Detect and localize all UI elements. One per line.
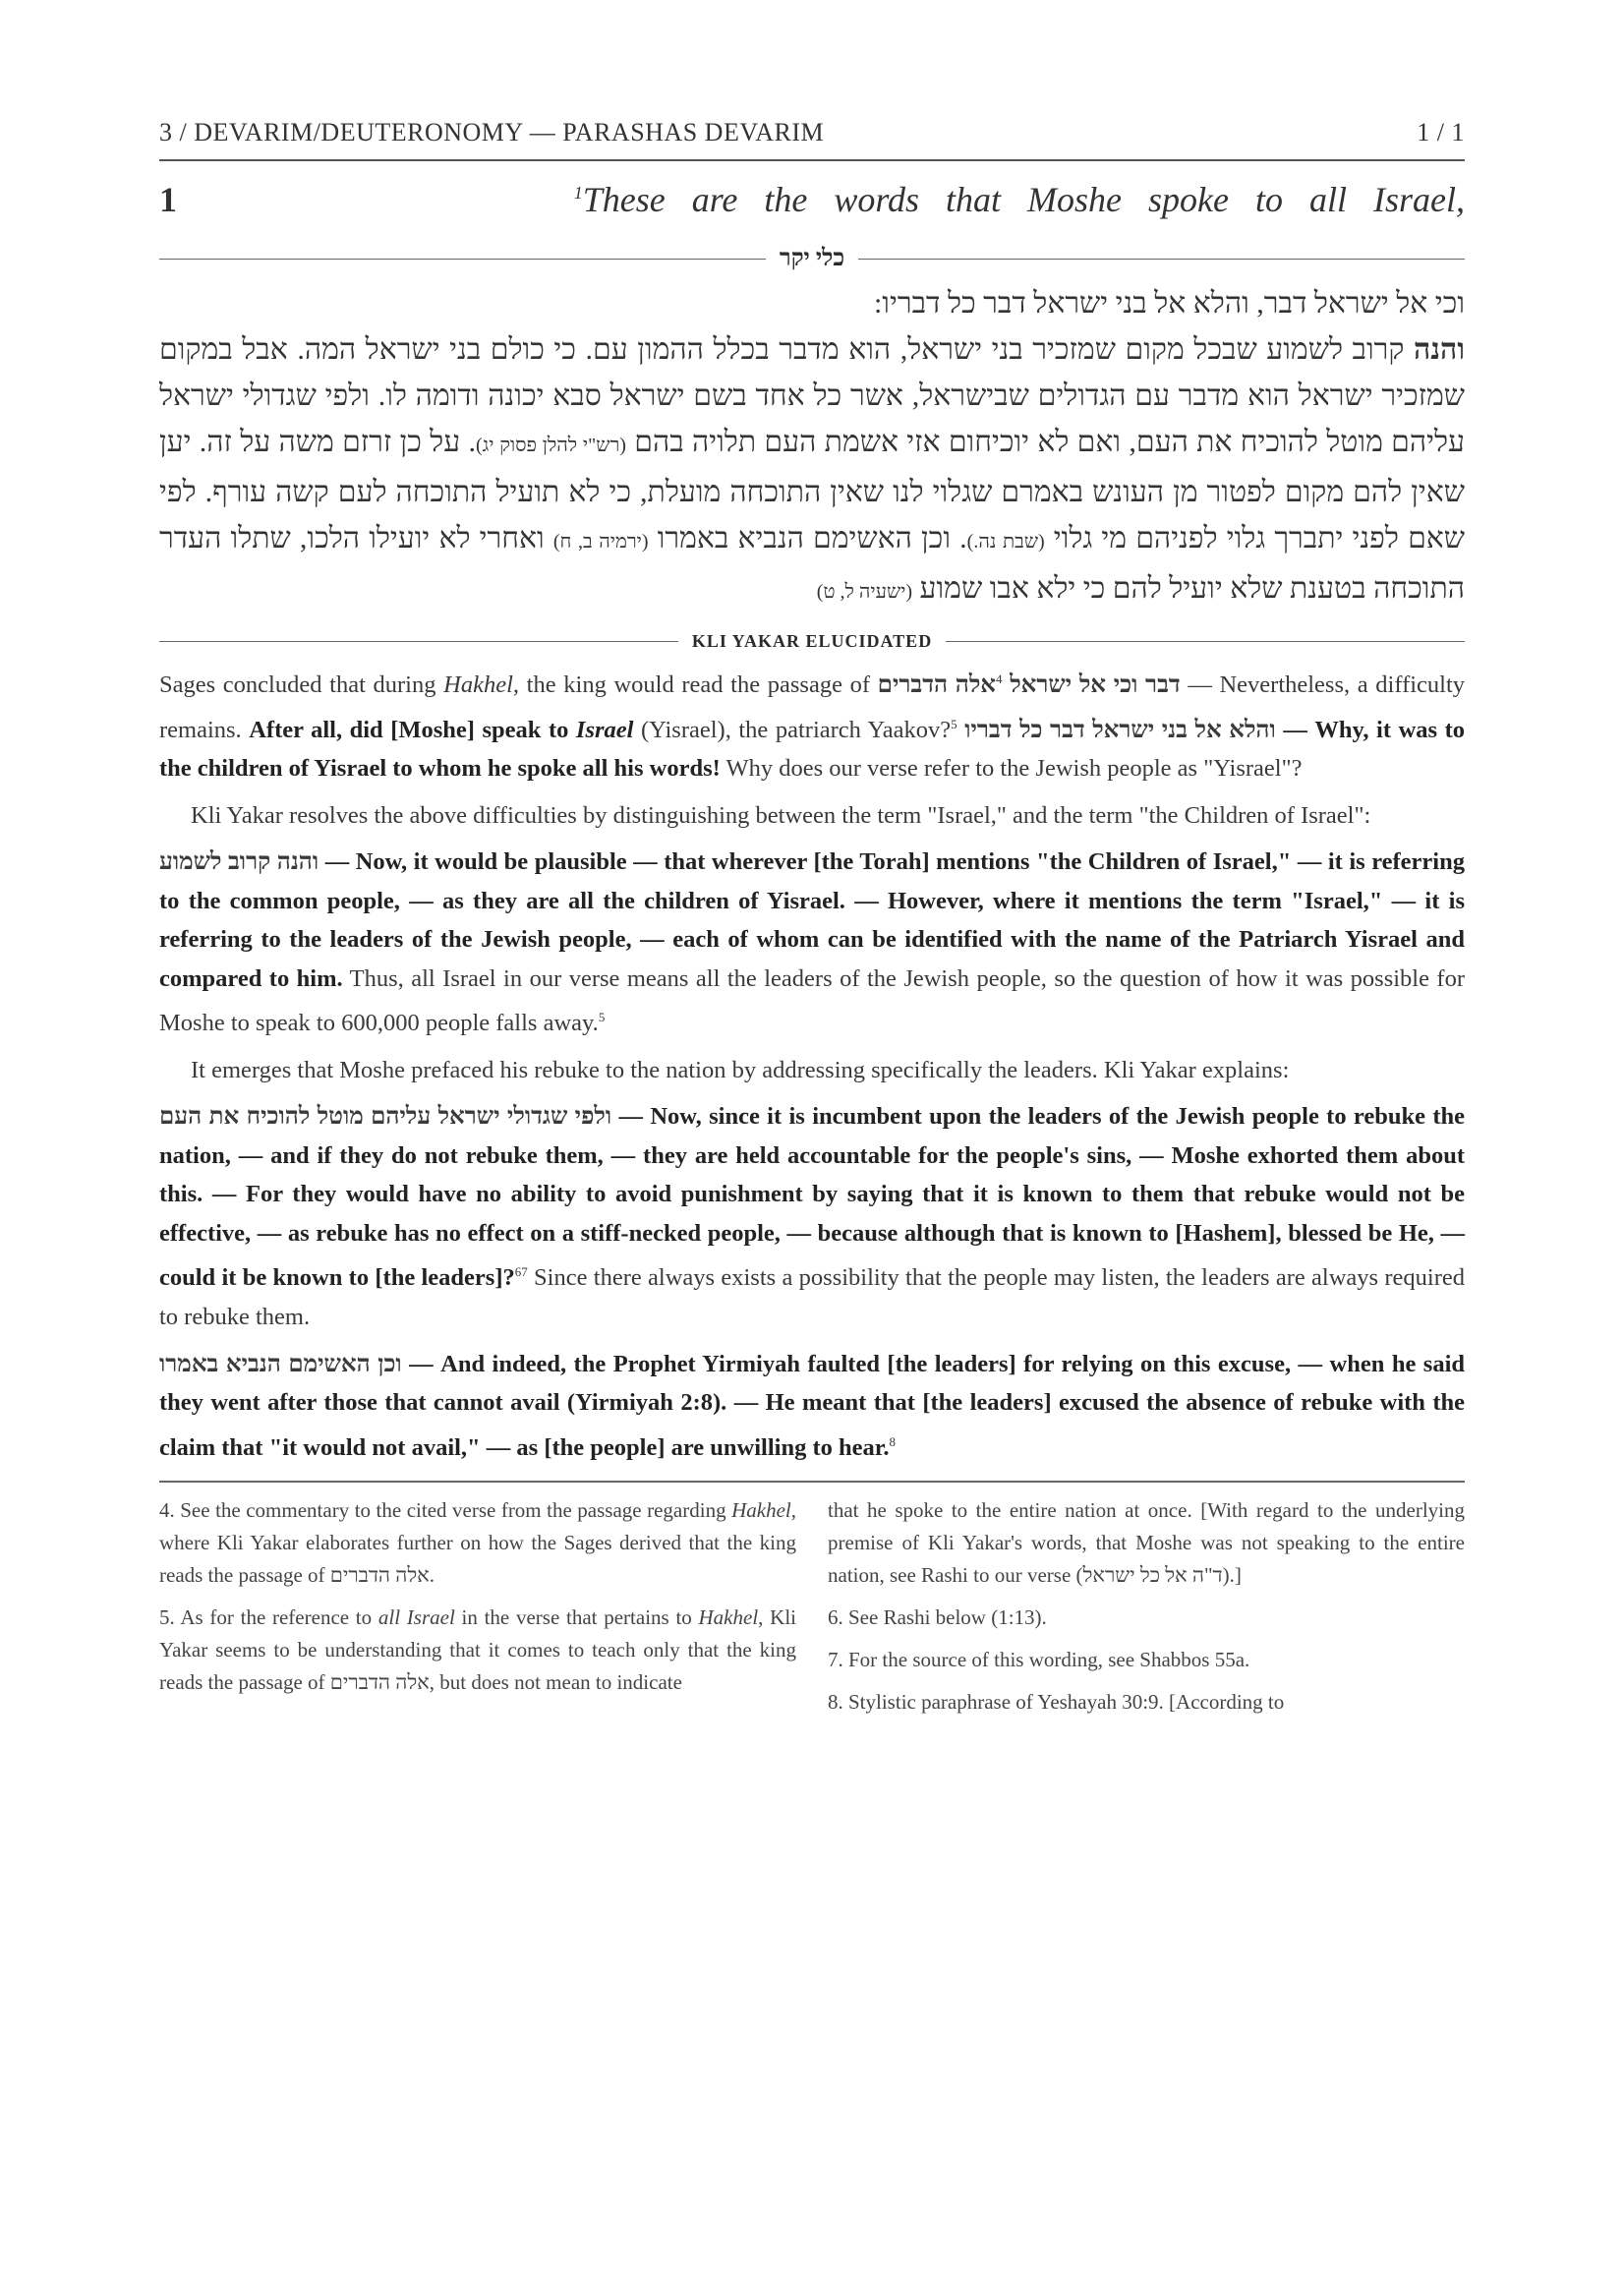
- hebrew-citation: (ישעיה ל, ט): [816, 581, 913, 603]
- text-italic: Israel: [575, 716, 634, 743]
- text-run: — Nevertheless, a difficulty remains.: [159, 671, 1466, 743]
- footnote-ref[interactable]: 7: [521, 1264, 528, 1280]
- footnote-ref[interactable]: 5: [951, 716, 957, 731]
- text-run: , where Kli Yakar elaborates further on how the Sages derived that the king reads the passage of: [159, 1498, 796, 1588]
- hebrew-paragraph: וכי אל ישראל דבר, והלא אל בני ישראל דבר כל דבריו:: [873, 287, 1465, 320]
- elucidation-paragraph: [159, 1097, 1465, 1336]
- footnote-ref[interactable]: 8: [889, 1433, 896, 1449]
- footnote-8: 8. Stylistic paraphrase of Yeshayah 30:9. [According to: [828, 1690, 1285, 1715]
- hebrew-phrase: והלא אל בני ישראל דבר כל דבריו: [964, 716, 1276, 743]
- hebrew-phrase: אלה הדברים: [877, 671, 997, 699]
- running-head-title: 3 / DEVARIM/DEUTERONOMY — PARASHAS DEVARIM: [159, 118, 825, 146]
- verse-text: These are the words that Moshe spoke to all Israel,: [582, 180, 1465, 219]
- page: [159, 118, 1465, 1728]
- footnotes: [159, 1494, 1465, 1728]
- hebrew-text: ואחרי לא יועילו הלכו, שתלו העדר התוכחה בטענת שלא יועיל להם כי ילא אבו שמוע: [159, 522, 1465, 605]
- hebrew-citation: (רש"י להלן פסוק יג): [476, 435, 626, 456]
- verse-number: 1: [573, 183, 583, 203]
- footnote-5: [159, 1602, 796, 1699]
- hebrew-citation: (שבת נה.): [966, 531, 1045, 553]
- hebrew-phrase: וכן האשימם הנביא באמרו: [159, 1350, 402, 1377]
- english-elucidation: [159, 660, 1465, 1467]
- hebrew-lead-word: והנה: [1414, 333, 1465, 366]
- commentary-label: כלי יקר: [779, 246, 845, 271]
- footnote-4: 4. See the commentary to the cited verse from the passage regarding Hakhel, where Kli Yakar elaborates further on how the Sages derived that the king reads the passage of אלה הדברים.: [159, 1498, 796, 1588]
- text-bold: — And indeed, the Prophet Yirmiyah faulted [the leaders] for relying on this excuse, — when he said they went after those that cannot avail (Yirmiyah 2:8). — He meant that [the leaders] excused the absence of rebuke with the claim that "it would not avail," — as [the people] are unwilling to hear.: [159, 1350, 1465, 1461]
- elucidation-paragraph: [159, 843, 1465, 1043]
- text-run: , but does not mean to indicate: [429, 1670, 682, 1695]
- elucidated-divider: [159, 631, 1465, 652]
- page-number: 1 / 1: [1417, 118, 1465, 146]
- hebrew-paragraph: [159, 326, 1465, 615]
- chapter-number: 1: [159, 180, 177, 219]
- elucidated-label: KLI YAKAR ELUCIDATED: [691, 631, 933, 651]
- text-run: , the king would read the passage of: [512, 671, 878, 699]
- text-italic: Hakhel: [731, 1498, 791, 1523]
- hebrew-citation: (ירמיה ב, ח): [552, 531, 649, 553]
- footnote-6: 6. See Rashi below (1:13).: [828, 1605, 1047, 1630]
- divider-line: [159, 641, 678, 642]
- hebrew-text: קרוב לשמוע שבכל מקום שמזכיר בני ישראל, הוא מדבר בכלל ההמון עם. כי כולם בני ישראל המה. אבל במקום שמזכיר ישראל הוא מדבר עם הגדולים שבישראל, אשר כל אחד בשם ישראל סבא יכונה ודומה לו. ולפי שגדולי ישראל עליהם מוטל להוכיח את העם, ואם לא יוכיחום אזי אשמת העם תלויה בהם: [159, 333, 1466, 458]
- text-italic: Hakhel: [443, 671, 513, 699]
- hebrew-text: . על כן זרזם משה על זה. יען שאין להם מקום לפטור מן העונש באמרם שגלוי לנו שאין התוכחה מועלת, כי לא תועיל התוכחה לעם קשה עורף. לפי שאם לפני יתברך גלוי לפניהם מי גלוי: [159, 426, 1466, 554]
- running-head: [159, 118, 1465, 161]
- hebrew-text: . וכן האשימם הנביא באמרו: [657, 522, 967, 554]
- footnote-rule: [159, 1481, 1465, 1483]
- elucidation-paragraph: [159, 660, 1465, 788]
- text-run: Why does our verse refer to the Jewish people as "Yisrael"?: [720, 755, 1303, 783]
- text-run: 5. As for the reference to: [159, 1605, 378, 1630]
- divider-line: [159, 259, 766, 260]
- text-italic: Hakhel: [698, 1605, 759, 1630]
- hebrew-phrase: אלה הדברים: [329, 1563, 430, 1588]
- hebrew-phrase: ולפי שגדולי ישראל עליהם מוטל להוכיח את העם: [159, 1103, 612, 1131]
- elucidation-paragraph: [159, 1345, 1465, 1468]
- commentary-divider: [159, 246, 1465, 272]
- elucidation-paragraph: Kli Yakar resolves the above difficulties by distinguishing between the term "Israel," and the term "the Children of Israel":: [191, 801, 1371, 829]
- text-bold: After all, did [Moshe] speak to: [249, 716, 576, 743]
- footnote-ref[interactable]: 6: [514, 1264, 522, 1280]
- verse-text-wrap: [218, 179, 1465, 220]
- text-run: Thus, all Israel in our verse means all the leaders of the Jewish people, so the question of how it was possible for Moshe to speak to 600,000 people falls away.: [159, 964, 1465, 1037]
- text-italic: all Israel: [377, 1605, 455, 1630]
- footnote-7: 7. For the source of this wording, see Shabbos 55a.: [828, 1648, 1250, 1672]
- hebrew-phrase: דבר: [1145, 671, 1181, 699]
- footnote-column-left: [159, 1494, 796, 1728]
- text-bold: — Now, since it is incumbent upon the leaders of the Jewish people to rebuke the nation, — and if they do not rebuke them, — they are held accountable for the people's sins, — Moshe exhorted them about this. — For they would have no ability to avoid punishment by saying that it is known to them that rebuke would not be effective, — as rebuke has no effect on a stiff-necked people, — because although that is known to [Hashem], blessed be He, — could it be known to [the leaders]?: [159, 1103, 1466, 1292]
- divider-line: [946, 641, 1465, 642]
- elucidation-paragraph: It emerges that Moshe prefaced his rebuke to the nation by addressing specifically the leaders. Kli Yakar explains:: [191, 1056, 1290, 1083]
- hebrew-phrase: וכי אל ישראל: [1010, 671, 1138, 699]
- footnote-5-continued: that he spoke to the entire nation at once. [With regard to the underlying premise of Kli Yakar's words, that Moshe was not speaking to the entire nation, see Rashi to our verse (ד"ה אל כל ישראל).]: [828, 1498, 1465, 1588]
- text-run: , Kli Yakar seems to be understanding that it comes to teach only that the king reads the passage of: [159, 1605, 796, 1695]
- footnote-ref[interactable]: 4: [996, 671, 1003, 686]
- footnote-column-right: [828, 1494, 1465, 1728]
- text-run: in the verse that pertains to: [454, 1605, 699, 1630]
- footnote-ref[interactable]: 5: [598, 1010, 606, 1025]
- divider-line: [858, 259, 1465, 260]
- text-run: Since there always exists a possibility that the people may listen, the leaders are always required to rebuke them.: [159, 1264, 1465, 1331]
- hebrew-phrase: אלה הדברים: [329, 1670, 430, 1695]
- hebrew-phrase: והנה קרוב לשמוע: [159, 848, 319, 876]
- text-bold: — Now, it would be plausible — that wherever [the Torah] mentions "the Children of Israel," — it is referring to the common people, — as they are all the children of Yisrael. — However, where it mentions the term "Israel," — it is referring to the leaders of the Jewish people, — each of whom can be identified with the name of the Patriarch Yisrael and compared to him.: [159, 848, 1465, 992]
- text-bold: — Why, it was to the children of Yisrael to whom he spoke all his words!: [159, 716, 1465, 783]
- text-run: 4. See the commentary to the cited verse from the passage regarding: [159, 1498, 732, 1523]
- hebrew-commentary: [159, 280, 1465, 615]
- verse-line: [159, 179, 1465, 230]
- text-run: Sages concluded that during: [159, 671, 444, 699]
- text-run: (Yisrael), the patriarch Yaakov?: [633, 716, 952, 743]
